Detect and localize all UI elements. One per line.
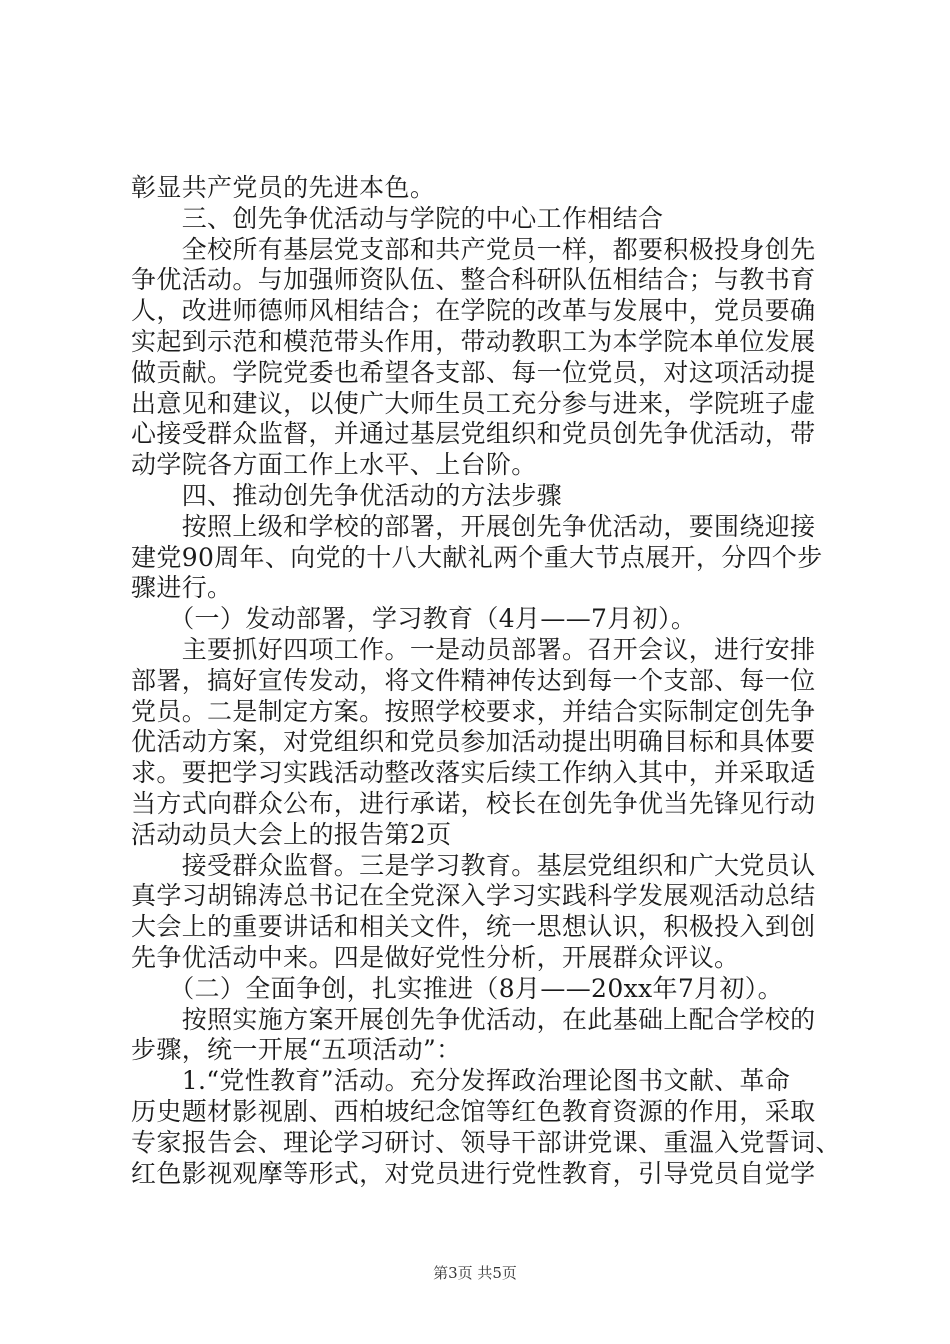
text-line: 主要抓好四项工作。一是动员部署。召开会议，进行安排 [131,635,816,664]
text-line: 做贡献。学院党委也希望各支部、每一位党员，对这项活动提 [131,358,816,387]
text-line: 接受群众监督。三是学习教育。基层党组织和广大党员认 [131,851,816,880]
text-line: 按照上级和学校的部署，开展创先争优活动，要围绕迎接 [131,512,816,541]
text-line: 活动动员大会上的报告第2页 [131,820,452,849]
text-line: 全校所有基层党支部和共产党员一样，都要积极投身创先 [131,235,816,264]
text-line: 1.“党性教育”活动。充分发挥政治理论图书文献、革命 [131,1066,791,1095]
text-line: 出意见和建议，以使广大师生员工充分参与进来，学院班子虚 [131,389,816,418]
text-line: 四、推动创先争优活动的方法步骤 [131,481,562,510]
text-line: 当方式向群众公布，进行承诺，校长在创先争优当先锋见行动 [131,789,816,818]
text-line: 实起到示范和模范带头作用，带动教职工为本学院本单位发展 [131,327,816,356]
text-line: 争优活动。与加强师资队伍、整合科研队伍相结合；与教书育 [131,265,816,294]
text-line: 建党90周年、向党的十八大献礼两个重大节点展开，分四个步 [131,543,823,572]
text-line: 红色影视观摩等形式，对党员进行党性教育，引导党员自觉学 [131,1159,816,1188]
text-line: 人，改进师德师风相结合；在学院的改革与发展中，党员要确 [131,296,816,325]
text-line: 三、创先争优活动与学院的中心工作相结合 [131,204,664,233]
text-line: 骤进行。 [131,573,233,602]
text-line: （一）发动部署，学习教育（4月——7月初）。 [131,604,697,633]
page-footer: 第3页 共5页 [433,1264,517,1282]
text-line: （二）全面争创，扎实推进（8月——20xx年7月初）。 [131,974,783,1003]
text-line: 历史题材影视剧、西柏坡纪念馆等红色教育资源的作用，采取 [131,1097,816,1126]
text-line: 真学习胡锦涛总书记在全党深入学习实践科学发展观活动总结 [131,881,816,910]
text-line: 专家报告会、理论学习研讨、领导干部讲党课、重温入党誓词、 [131,1128,841,1157]
text-line: 按照实施方案开展创先争优活动，在此基础上配合学校的 [131,1005,816,1034]
text-line: 党员。二是制定方案。按照学校要求，并结合实际制定创先争 [131,697,816,726]
text-line: 大会上的重要讲话和相关文件，统一思想认识，积极投入到创 [131,912,816,941]
text-line: 彰显共产党员的先进本色。 [131,173,436,202]
text-line: 先争优活动中来。四是做好党性分析，开展群众评议。 [131,943,740,972]
text-line: 优活动方案，对党组织和党员参加活动提出明确目标和具体要 [131,727,816,756]
text-line: 心接受群众监督，并通过基层党组织和党员创先争优活动，带 [131,419,816,448]
text-line: 步骤，统一开展“五项活动”： [131,1035,462,1064]
text-line: 动学院各方面工作上水平、上台阶。 [131,450,537,479]
text-line: 部署，搞好宣传发动，将文件精神传达到每一个支部、每一位 [131,666,816,695]
text-line: 求。要把学习实践活动整改落实后续工作纳入其中，并采取适 [131,758,816,787]
